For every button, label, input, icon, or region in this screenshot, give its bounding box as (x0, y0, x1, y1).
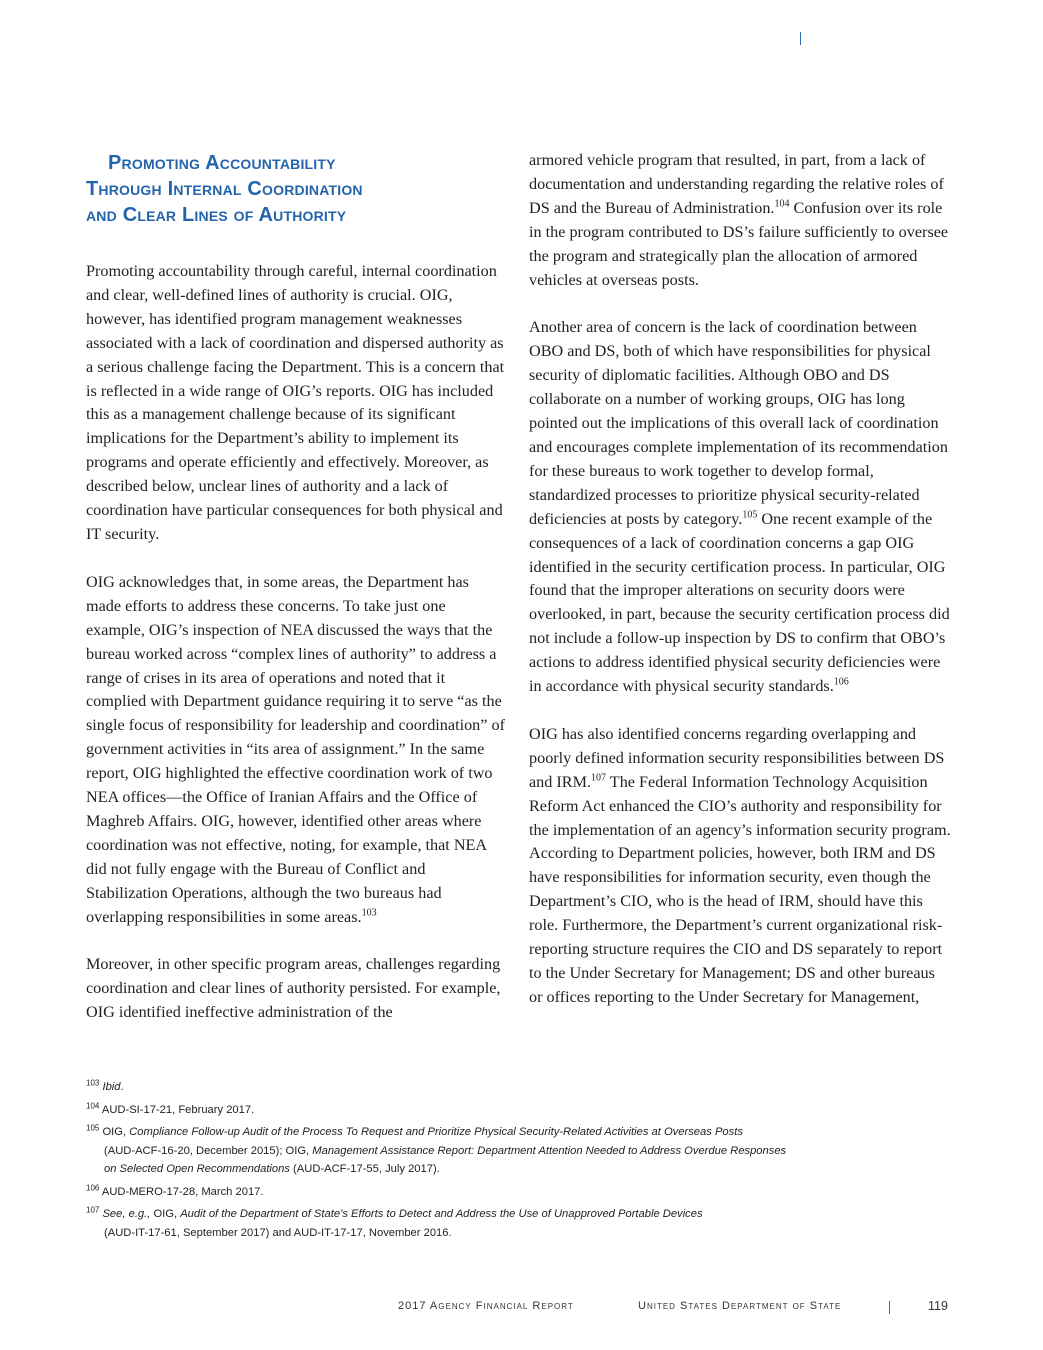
footer-report-title: 2017 Agency Financial Report (398, 1300, 574, 1312)
footnote-italic: Compliance Follow-up Audit of the Process To Request and Prioritize Physical Security-Related Activities at Overseas Posts (129, 1126, 743, 1138)
paragraph-text: One recent example of the consequences of a lack of coordination concerns a gap OIG identified in the security certification process. In particular, OIG found that the improper alterations on security doors were overlooked, in part, because the security certification process did not include a follow-up inspection by DS to confirm that OBO’s actions to address identified physical security deficiencies were in accordance with physical security standards. (529, 509, 950, 696)
footnote-text: AUD-MERO-17-28, March 2017. (101, 1185, 264, 1198)
header-divider (800, 32, 801, 45)
footnote-italic: Audit of the Department of State’s Efforts to Detect and Address the Use of Unapproved Portable Devices (180, 1208, 703, 1220)
footer-divider (889, 1301, 890, 1314)
paragraph-text: OIG has also identified concerns regarding overlapping and poorly defined information security responsibilities between DS and IRM. (529, 724, 945, 791)
heading-line-3: and Clear Lines of Authority (86, 204, 347, 226)
footnote-italic: on Selected Open Recommendations (104, 1163, 290, 1175)
footnote-text: OIG, (102, 1126, 130, 1138)
footnote-number: 104 (86, 1100, 100, 1110)
footnote-ref: 105 (742, 509, 758, 521)
footnote-italic: Ibid (102, 1081, 121, 1093)
footnote-continuation: (AUD-IT-17-61, September 2017) and AUD-IT-17-17, November 2016. (104, 1226, 452, 1239)
footer-department: United States Department of State (638, 1300, 842, 1312)
footnote-continuation (86, 1160, 966, 1179)
footnote-text: AUD-SI-17-21, February 2017. (101, 1103, 255, 1116)
paragraph: Promoting accountability through careful, internal coordination and clear, well-defined lines of authority is crucial. OIG, however, has identified program management weaknesses associated with a lack of coordination and dispersed authority as a serious challenge facing the Department. This is a concern that is reflected in a wide range of OIG’s reports. OIG has included this as a management challenge because of its significant implications for the Department’s ability to implement its programs and operate efficiently and effectively. Moreover, as described below, unclear lines of authority and a lack of coordination have particular consequences for both physical and IT security. (86, 262, 505, 543)
footnote (86, 1205, 966, 1242)
heading-line-2: Through Internal Coordination (86, 178, 363, 200)
footnote-number: 106 (86, 1182, 100, 1192)
footnote (86, 1078, 966, 1097)
footnote-ref: 104 (774, 198, 790, 210)
footnote-ref: 107 (591, 772, 607, 784)
footnote-italic: Management Assistance Report: Department Attention Needed to Address Overdue Responses (312, 1144, 787, 1157)
page-number: 119 (928, 1299, 948, 1313)
paragraph (529, 723, 952, 1010)
paragraph (529, 316, 952, 699)
footnote-number: 107 (86, 1205, 100, 1215)
footnote (86, 1101, 966, 1120)
footnote-text: (AUD-ACF-16-20, December 2015); OIG, (104, 1144, 313, 1157)
paragraph-text: Another area of concern is the lack of coordination between OBO and DS, both of which have responsibilities for physical security of diplomatic facilities. Although OBO and DS collaborate on a number of working groups, OIG has long pointed out the implications of this overall lack of coordination and encourages complete implementation of its recommendation for these bureaus to work together to develop formal, standardized processes to prioritize physical security-related deficiencies at posts by category. (529, 318, 948, 528)
paragraph-text: armored vehicle program that resulted, in part, from a lack of documentation and understanding regarding the relative roles of DS and the Bureau of Administration. (529, 151, 944, 217)
right-column (529, 149, 952, 1010)
footnote-continuation (86, 1142, 966, 1161)
paragraph: Moreover, in other specific program areas, challenges regarding coordination and clear lines of authority persisted. For example, OIG identified ineffective administration of the (86, 955, 501, 1022)
footnote (86, 1183, 966, 1202)
footnote-ref: 106 (833, 676, 849, 688)
paragraph-text: The Federal Information Technology Acquisition Reform Act enhanced the CIO’s authority and responsibility for the implementation of an agency’s information security program. According to Department policies, however, both IRM and DS have responsibilities for information security, even though the Department’s CIO, who is the head of IRM, should have this role. Furthermore, the Department’s current organizational risk-reporting structure requires the CIO and DS separately to report to the Under Secretary for Management; DS and other bureaus or offices reporting to the Under Secretary for Management, (529, 772, 951, 1006)
left-column (86, 260, 506, 1025)
paragraph-text: OIG acknowledges that, in some areas, the Department has made efforts to address these concerns. To take just one example, OIG’s inspection of NEA discussed the ways that the bureau worked across “complex lines of authority” to address a range of crises in its area of operations and noted that it complied with Department guidance requiring it to serve “as the single focus of responsibility for leadership and coordination” of government activities in “its area of assignment.” In the same report, OIG highlighted the effective coordination work of two NEA offices—the Office of Iranian Affairs and the Office of Maghreb Affairs. OIG, however, identified other areas where coordination was not effective, noting, for example, that NEA did not fully engage with the Bureau of Conflict and Stabilization Operations, although the two bureaus had overlapping responsibilities in some areas. (86, 572, 505, 926)
heading-line-1: Promoting Accountability (108, 152, 336, 174)
footnotes (86, 1078, 966, 1246)
footnote-text: . (120, 1081, 124, 1093)
paragraph-text: Confusion over its role in the program contributed to DS’s failure sufficiently to oversee the program and strategically plan the allocation of armored vehicles at overseas posts. (529, 198, 949, 289)
footnote-text: (AUD-ACF-17-55, July 2017). (289, 1163, 440, 1175)
section-heading (86, 150, 506, 228)
footnote-text: OIG, (150, 1208, 181, 1220)
footnote (86, 1123, 966, 1179)
paragraph (529, 149, 952, 292)
footnote-number: 105 (86, 1123, 100, 1133)
footnote-italic: See, e.g., (102, 1208, 151, 1220)
footnote-number: 103 (86, 1078, 100, 1088)
paragraph (86, 571, 506, 930)
footnote-ref: 103 (361, 907, 377, 919)
